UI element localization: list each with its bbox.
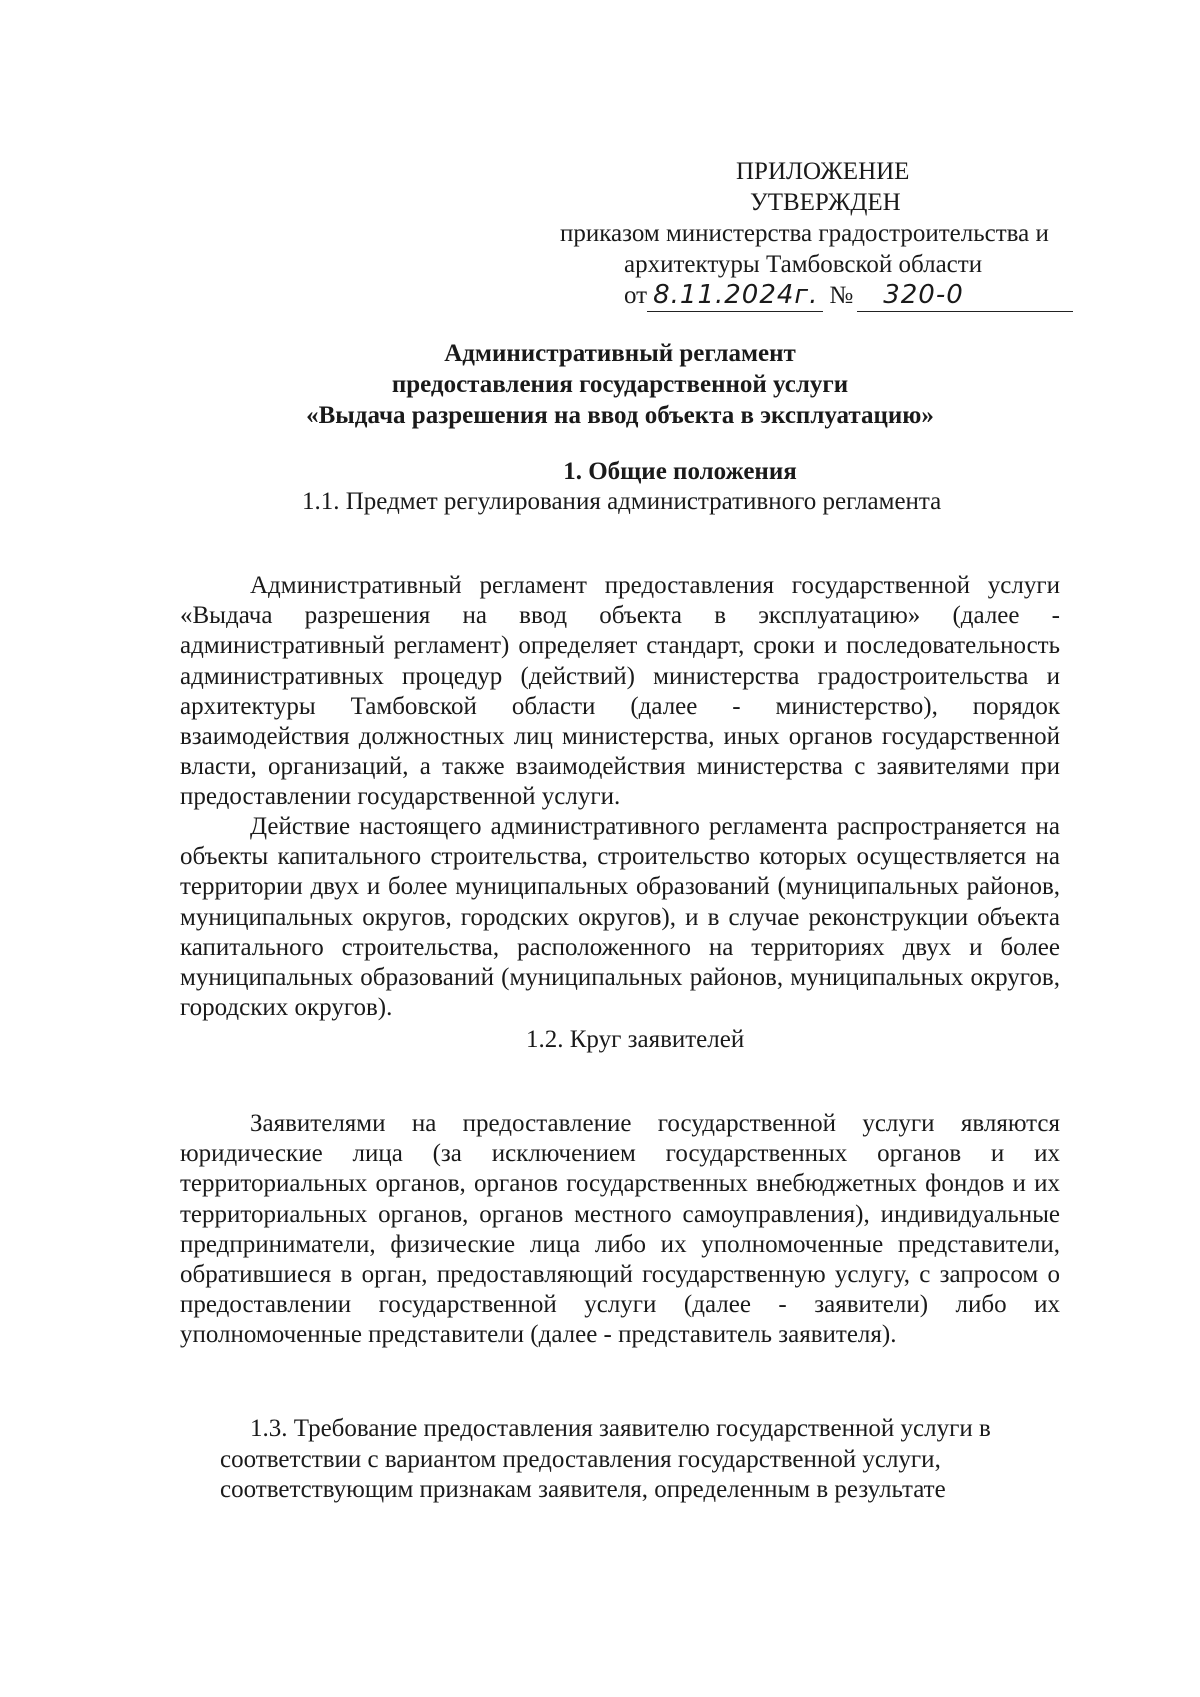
approval-stamp-block [560, 156, 1120, 312]
section-heading-general: 1. Общие положения [563, 458, 797, 485]
title-line-3: «Выдача разрешения на ввод объекта в эксплуатацию» [306, 402, 934, 429]
appendix-label: ПРИЛОЖЕНИЕ [736, 158, 910, 185]
approval-authority-text: архитектуры Тамбовской области [624, 251, 983, 278]
paragraph-requirement-1-3: 1.3. Требование предоставления заявителю государственной услуги в соответствии с вариантом предоставления государственной услуги, соответствующим признакам заявителя, определенным в результате [220, 1415, 991, 1503]
paragraph-regulation-applicability: Действие настоящего административного регламента распространяется на объекты капитального строительства, строительство которых осуществляется на территории двух и более муниципальных образований (муниципальных районов, муниципальных округов, городских округов), и в случае реконструкции объекта капитального строительства, расположенного на территориях двух и более муниципальных образований (муниципальных районов, муниципальных округов, городских округов). [180, 813, 1060, 1022]
paragraph-regulation-scope: Административный регламент предоставления государственной услуги «Выдача разрешения на ввод объекта в эксплуатацию» (далее - административный регламент) определяет стандарт, сроки и последовательность административных процедур (действий) министерства градостроительства и архитектуры Тамбовской области (далее - министерство), порядок взаимодействия должностных лиц министерства, иных органов государственной власти, организаций, а также взаимодействия министерства с заявителями при предоставлении государственной услуги. [180, 572, 1060, 811]
document-title [180, 338, 1060, 431]
number-prefix: № [829, 282, 854, 309]
title-line-1: Административный регламент [444, 340, 796, 367]
title-line-2: предоставления государственной услуги [391, 371, 849, 398]
handwritten-order-number: 320-0 [857, 280, 1073, 312]
approved-label: УТВЕРЖДЕН [750, 189, 901, 216]
approval-date-number-line [560, 280, 1120, 312]
subsection-heading-1-2: 1.2. Круг заявителей [526, 1026, 745, 1053]
paragraph-applicants: Заявителями на предоставление государственной услуги являются юридические лица (за исключением государственных органов и их территориальных органов, органов государственных внебюджетных фондов и их территориальных органов, органов местного самоуправления), индивидуальные предприниматели, физические лица либо их уполномоченные представители, обратившиеся в орган, предоставляющий государственную услугу, с запросом о предоставлении государственной услуги (далее - заявители) либо их уполномоченные представители (далее - представитель заявителя). [180, 1110, 1060, 1349]
approval-order-text: приказом министерства градостроительства и [560, 220, 1049, 247]
handwritten-date: 8.11.2024г. [647, 280, 823, 312]
date-prefix: от [624, 282, 648, 309]
subsection-heading-1-1: 1.1. Предмет регулирования административного регламента [302, 488, 942, 515]
